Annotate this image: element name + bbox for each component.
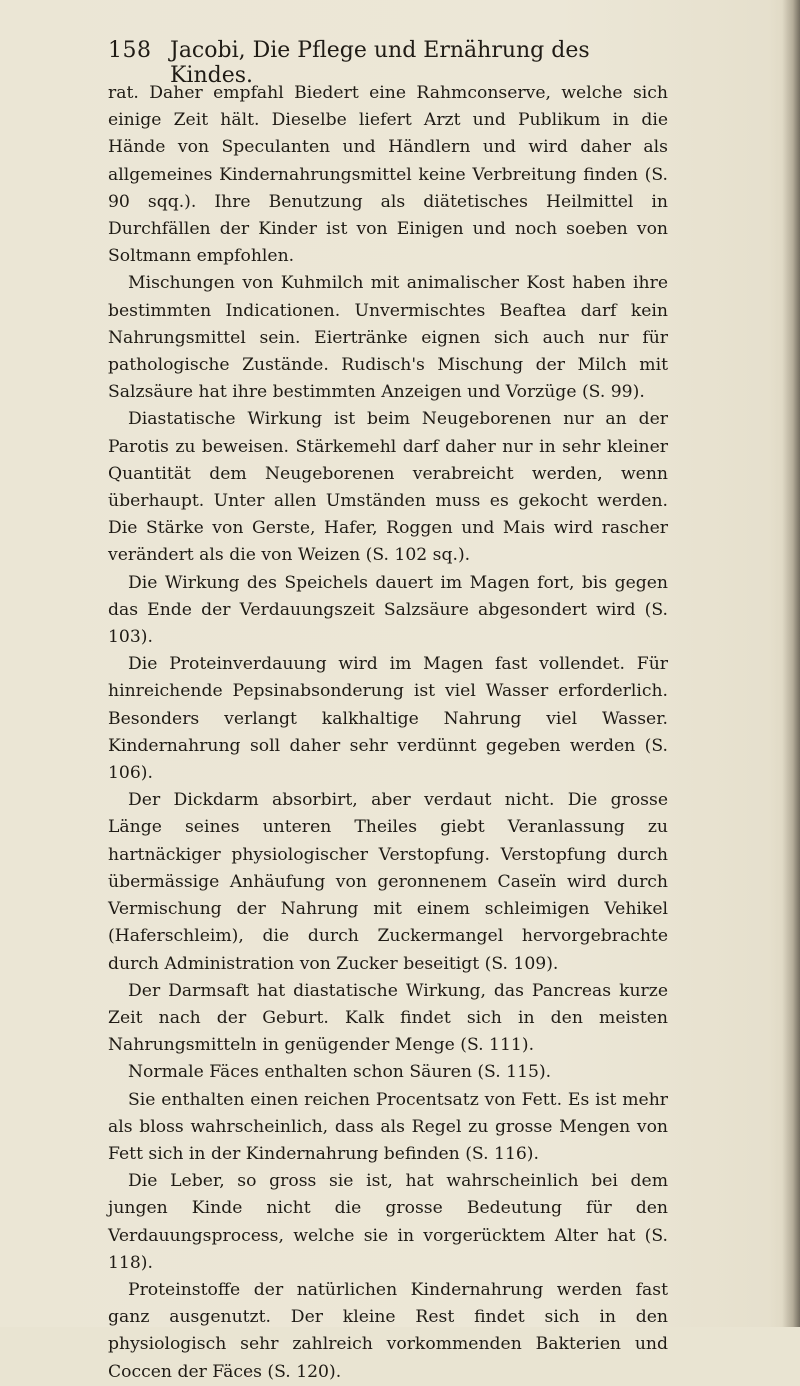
paragraph: Die Leber, so gross sie ist, hat wahrscheinlich bei dem jungen Kinde nicht die grosse Bedeutung für den Verdauungsprocess, welche sie in vorgerücktem Alter hat (S. 118). xyxy=(108,1171,668,1273)
paragraph: Die Wirkung des Speichels dauert im Magen fort, bis gegen das Ende der Verdauungszeit Salzsäure abgesondert wird (S. 103). xyxy=(108,572,668,648)
paragraph: Normale Fäces enthalten schon Säuren (S. 115). xyxy=(128,1062,552,1083)
paragraph: Proteinstoffe der natürlichen Kindernahrung werden fast ganz ausgenutzt. Der kleine Rest findet sich in den physiologisch sehr zahlreich vorkommenden Bakterien und Coccen der Fäces (S. 120). xyxy=(108,1279,668,1382)
paragraph: rat. Daher empfahl Biedert eine Rahmconserve, welche sich einige Zeit hält. Dieselbe liefert Arzt und Publikum in die Hände von Speculanten und Händlern und wird daher als allgemeines Kindernahrungsmittel keine Verbreitung finden (S. 90 sqq.). Ihre Benutzung als diätetisches Heilmittel in Durchfällen der Kinder ist von Einigen und noch soeben von Soltmann empfohlen. xyxy=(108,83,668,267)
page-edge-shadow xyxy=(782,0,800,1327)
paragraph: Diastatische Wirkung ist beim Neugeborenen nur an der Parotis zu beweisen. Stärkemehl darf daher nur in sehr kleiner Quantität dem Neugeborenen verabreicht werden, wenn überhaupt. Unter allen Umständen muss es gekocht werden. Die Stärke von Gerste, Hafer, Roggen und Mais wird rascher verändert als die von Weizen (S. 102 sq.). xyxy=(108,409,668,566)
paragraph: Der Dickdarm absorbirt, aber verdaut nicht. Die grosse Länge seines unteren Theiles giebt Veranlassung zu hartnäckiger physiologischer Verstopfung. Verstopfung durch übermässige Anhäufung von geronnenem Caseïn wird durch Vermischung der Nahrung mit einem schleimigen Vehikel (Haferschleim), die durch Zuckermangel hervorgebrachte durch Administration von Zucker beseitigt (S. 109). xyxy=(108,790,668,974)
body-text xyxy=(108,80,668,1386)
page-header xyxy=(108,38,668,88)
paragraph: Der Darmsaft hat diastatische Wirkung, das Pancreas kurze Zeit nach der Geburt. Kalk findet sich in den meisten Nahrungsmitteln in genügender Menge (S. 111). xyxy=(108,980,668,1056)
page-number: 158 xyxy=(108,38,152,63)
running-title: Jacobi, Die Pflege und Ernährung des Kindes. xyxy=(170,38,590,88)
paragraph: Mischungen von Kuhmilch mit animalischer Kost haben ihre bestimmten Indicationen. Unvermischtes Beaftea darf kein Nahrungsmittel sein. Eiertränke eignen sich auch nur für pathologische Zustände. Rudisch's Mischung der Milch mit Salzsäure hat ihre bestimmten Anzeigen und Vorzüge (S. 99). xyxy=(108,273,668,403)
paragraph: Die Proteinverdauung wird im Magen fast vollendet. Für hinreichende Pepsinabsonderung ist viel Wasser erforderlich. Besonders verlangt kalkhaltige Nahrung viel Wasser. Kindernahrung soll daher sehr verdünnt gegeben werden (S. 106). xyxy=(108,654,668,784)
paragraph: Sie enthalten einen reichen Procentsatz von Fett. Es ist mehr als bloss wahrscheinlich, dass als Regel zu grosse Mengen von Fett sich in der Kindernahrung befinden (S. 116). xyxy=(108,1089,668,1164)
